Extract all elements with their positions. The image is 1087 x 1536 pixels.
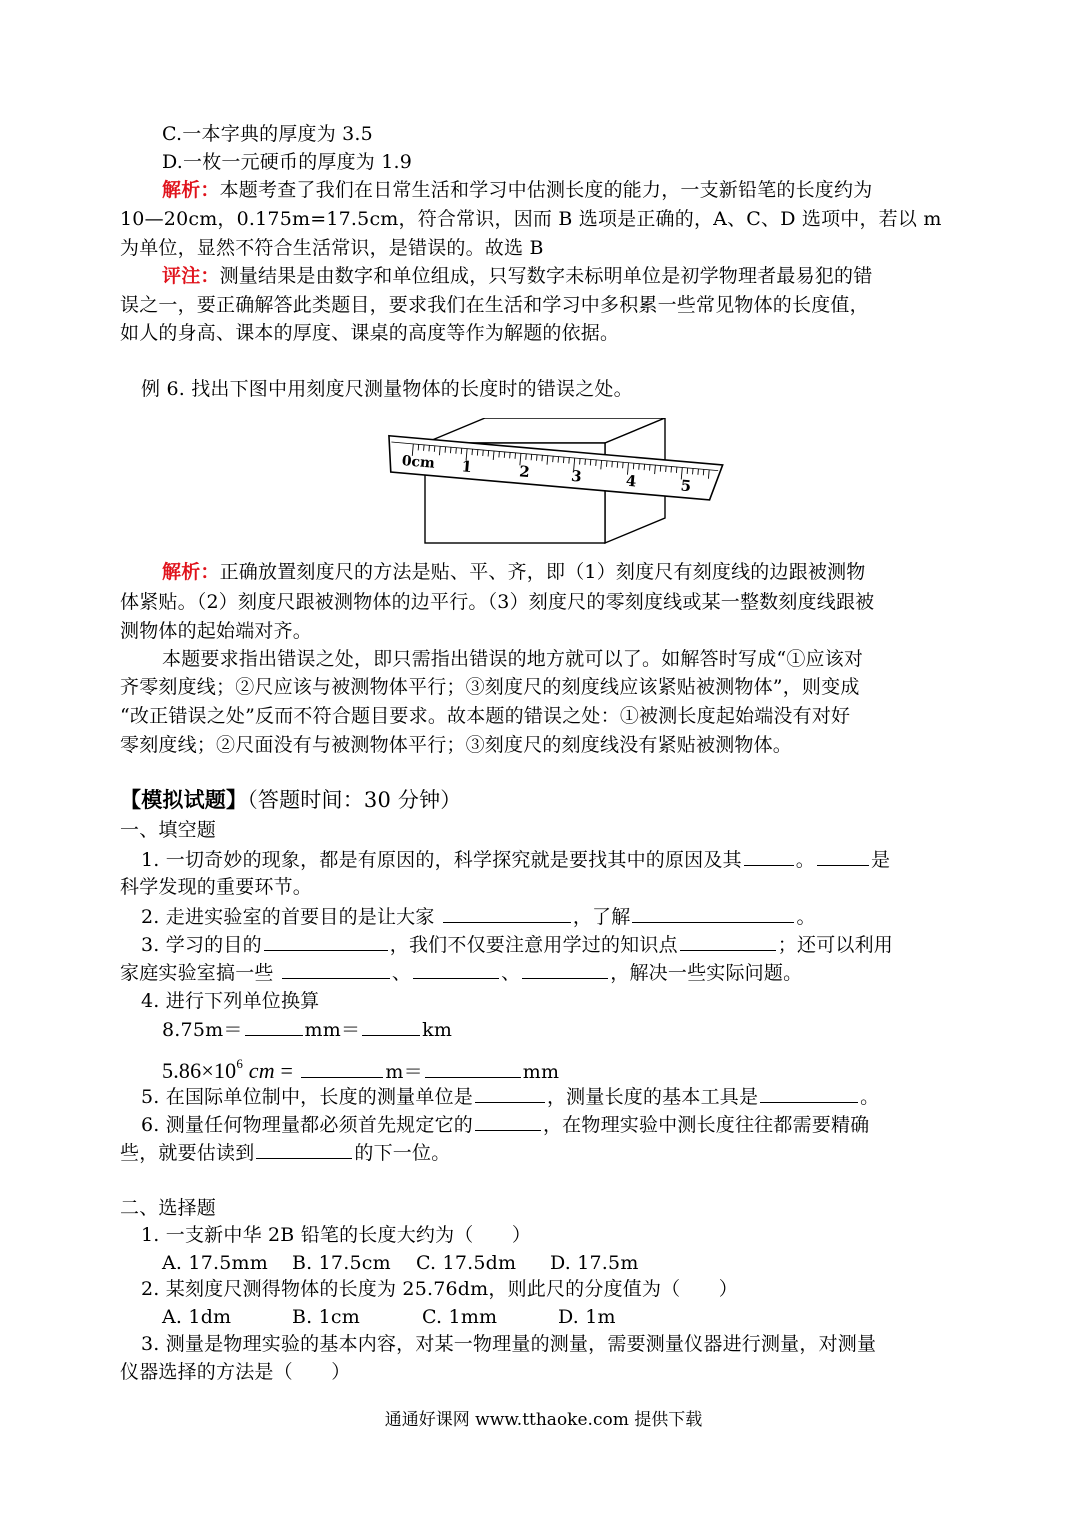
ruler-tick [424, 445, 425, 451]
ruler-tick [644, 464, 645, 470]
explanation-line: 零刻度线；②尺面没有与被测物体平行；③刻度尺的刻度线没有紧贴被测物体。 [120, 734, 793, 756]
analysis-text: 本题考查了我们在日常生活和学习中估测长度的能力，一支新铅笔的长度约为 [219, 179, 873, 201]
option-c[interactable]: C. 1mm [422, 1306, 498, 1328]
question-text: 5. 在国际单位制中，长度的测量单位是 [141, 1086, 473, 1108]
choice-question-3: 3. 测量是物理实验的基本内容，对某一物理量的测量，需要测量仪器进行测量，对测量 [141, 1333, 877, 1355]
ruler-tick-label-4: 4 [625, 471, 638, 491]
unit-conversion-2 [162, 1050, 1012, 1086]
answer-blank[interactable] [282, 958, 390, 979]
example-6-heading: 例 6. 找出下图中用刻度尺测量物体的长度时的错误之处。 [141, 378, 633, 400]
ruler-tick [418, 444, 419, 450]
answer-blank[interactable] [245, 1015, 303, 1036]
question-text: mm [522, 1061, 560, 1083]
option-c-line: C.一本字典的厚度为 3.5 [162, 123, 373, 145]
ruler-tick [477, 450, 478, 456]
ruler-tick [693, 468, 694, 474]
question-text: 。 [860, 1086, 880, 1108]
question-text: 是 [870, 849, 891, 871]
comment-label: 评注： [162, 265, 220, 287]
analysis-line: 为单位，显然不符合生活常识，是错误的。故选 B [120, 237, 544, 259]
question-text: m＝ [385, 1061, 423, 1083]
answer-blank[interactable] [680, 930, 776, 951]
comment-text: 测量结果是由数字和单位组成，只写数字未标明单位是初学物理者最易犯的错 [219, 265, 873, 287]
fill-question-3 [141, 930, 991, 959]
analysis-text: 正确放置刻度尺的方法是贴、平、齐，即（1）刻度尺有刻度线的边跟被测物 [219, 561, 866, 583]
question-text: 6. 测量任何物理量都必须首先规定它的 [141, 1114, 473, 1136]
question-text: 、 [391, 962, 412, 984]
ruler-tick [558, 457, 559, 463]
question-text: 1. 一切奇妙的现象，都是有原因的，科学探究就是要找其中的原因及其 [141, 849, 742, 871]
answer-blank[interactable] [475, 1082, 545, 1103]
answer-blank[interactable] [264, 930, 388, 951]
section-heading [120, 786, 970, 814]
ruler-measurement-figure [380, 418, 730, 548]
question-text: ；还可以利用 [777, 934, 893, 956]
math-expression [162, 1058, 293, 1083]
ruler-tick [488, 451, 489, 457]
section-subtitle: （答题时间：30 分钟） [247, 788, 462, 812]
ruler-tick [553, 456, 554, 462]
ruler-tick [639, 464, 640, 470]
ruler-tick [703, 469, 704, 475]
fill-in-heading: 一、填空题 [120, 819, 217, 841]
answer-blank[interactable] [443, 902, 571, 923]
answer-blank[interactable] [760, 1082, 858, 1103]
answer-blank[interactable] [817, 845, 869, 866]
fill-question-4: 4. 进行下列单位换算 [141, 990, 320, 1012]
math-equals: = [280, 1058, 294, 1083]
page-footer: 通通好课网 www.tthaoke.com 提供下载 [384, 1410, 703, 1430]
option-c[interactable]: C. 17.5dm [416, 1252, 517, 1274]
answer-blank[interactable] [475, 1110, 541, 1131]
ruler-tick [633, 463, 634, 469]
ruler-tick [434, 446, 435, 452]
ruler-tick [499, 451, 500, 457]
fill-question-3-cont [120, 958, 970, 987]
analysis-label: 解析： [162, 561, 220, 583]
ruler-tick [687, 468, 688, 474]
fill-question-6-cont [120, 1138, 970, 1167]
question-text: mm＝ [304, 1019, 361, 1041]
explanation-line: 本题要求指出错误之处，即只需指出错误的地方就可以了。如解答时写成“①应该对 [162, 648, 864, 670]
ruler-tick [580, 459, 581, 465]
option-d[interactable]: D. 1m [558, 1306, 616, 1328]
ruler-tick [649, 465, 650, 471]
choice-options-1 [162, 1249, 1012, 1277]
explanation-line: “改正错误之处”反而不符合题目要求。故本题的错误之处：①被测长度起始端没有对好 [120, 705, 851, 727]
question-text: 家庭实验室搞一些 [120, 962, 274, 984]
ruler-tick-label-2: 2 [518, 462, 531, 482]
analysis-line: 体紧贴。（2）刻度尺跟被测物体的边平行。（3）刻度尺的零刻度线或某一整数刻度线跟被 [120, 591, 875, 613]
answer-blank[interactable] [632, 902, 794, 923]
ruler-tick [461, 448, 462, 454]
choice-question-2: 2. 某刻度尺测得物体的长度为 25.76dm，则此尺的分度值为（ ） [141, 1278, 738, 1300]
question-text: ，测量长度的基本工具是 [546, 1086, 759, 1108]
choice-question-1: 1. 一支新中华 2B 铅笔的长度大约为（ ） [141, 1224, 532, 1246]
question-text: 、 [501, 962, 521, 984]
ruler-tick [526, 454, 527, 460]
question-text: ，解决一些实际问题。 [610, 962, 803, 984]
ruler-tick-label-5: 5 [679, 476, 692, 496]
answer-blank[interactable] [301, 1057, 383, 1078]
ruler-tick [671, 467, 672, 473]
fill-question-1 [141, 845, 991, 874]
ruler-tick [563, 457, 564, 463]
question-text: ，了解 [572, 906, 631, 928]
analysis-line: 测物体的起始端对齐。 [120, 620, 313, 642]
ruler-tick [542, 455, 543, 461]
answer-blank[interactable] [522, 958, 608, 979]
analysis-line: 10—20cm，0.175m=17.5cm，符合常识，因而 B 选项是正确的，A、C、D 选项中，若以 m [120, 208, 942, 230]
fill-question-2 [141, 902, 991, 931]
comment-paragraph [162, 262, 1012, 290]
analysis-paragraph-1 [162, 176, 1012, 204]
answer-blank[interactable] [413, 958, 499, 979]
question-text: 的下一位。 [354, 1142, 451, 1164]
fill-question-6 [141, 1110, 991, 1139]
ruler-tick-label-1: 1 [460, 457, 473, 477]
analysis-paragraph-2 [162, 558, 1012, 586]
answer-blank[interactable] [256, 1138, 352, 1159]
ruler-tick [660, 466, 661, 472]
question-text: ，我们不仅要注意用学过的知识点 [389, 934, 678, 956]
ruler-tick [676, 467, 677, 473]
ruler-tick [606, 461, 607, 467]
option-d-line: D.一枚一元硬币的厚度为 1.9 [162, 151, 413, 173]
option-d[interactable]: D. 17.5m [550, 1252, 639, 1274]
ruler-tick [596, 460, 597, 466]
option-b[interactable]: B. 1cm [292, 1306, 360, 1328]
question-text: 些，就要估读到 [120, 1142, 255, 1164]
ruler-tick [504, 452, 505, 458]
math-number: 10 [213, 1058, 237, 1083]
choice-options-2 [162, 1303, 1012, 1331]
ruler-tick [537, 455, 538, 461]
ruler-tick [590, 459, 591, 465]
explanation-line: 齐零刻度线；②尺应该与被测物体平行；③刻度尺的刻度线应该紧贴被测物体”，则变成 [120, 676, 860, 698]
ruler-tick [666, 466, 667, 472]
ruler-tick-label-3: 3 [570, 466, 583, 486]
ruler-tick [585, 459, 586, 465]
ruler-tick [617, 462, 618, 468]
ruler-tick [531, 454, 532, 460]
ruler-tick [450, 447, 451, 453]
ruler-tick [698, 469, 699, 475]
ruler-tick [456, 448, 457, 454]
ruler-tick [429, 445, 430, 451]
analysis-label: 解析： [162, 179, 220, 201]
answer-blank[interactable] [362, 1015, 420, 1036]
question-text: km [422, 1019, 453, 1041]
question-text: ，在物理实验中测长度往往都需要精确 [542, 1114, 870, 1136]
section-title: 【模拟试题】 [120, 787, 248, 812]
comment-line: 误之一，要正确解答此类题目，要求我们在生活和学习中多积累一些常见物体的长度值， [120, 294, 869, 316]
option-a[interactable]: A. 1dm [162, 1306, 232, 1328]
question-text: 。 [796, 906, 816, 928]
ruler-tick [510, 452, 511, 458]
option-a[interactable]: A. 17.5mm [162, 1252, 268, 1274]
question-text: 。 [795, 849, 815, 871]
question-text: 3. 学习的目的 [141, 934, 262, 956]
ruler-tick [569, 458, 570, 464]
ruler-zero-label: 0cm [401, 453, 436, 472]
ruler-tick [612, 461, 613, 467]
option-b[interactable]: B. 17.5cm [292, 1252, 391, 1274]
math-times: × [201, 1058, 214, 1083]
ruler-tick [445, 447, 446, 453]
question-text: 科学发现的重要环节。 [120, 876, 313, 898]
math-number: 5.86 [162, 1058, 202, 1083]
math-exponent: 6 [236, 1056, 244, 1071]
ruler-tick [483, 450, 484, 456]
comment-line: 如人的身高、课本的厚度、课桌的高度等作为解题的依据。 [120, 322, 620, 344]
answer-blank[interactable] [425, 1057, 521, 1078]
question-text: 2. 走进实验室的首要目的是让大家 [141, 906, 435, 928]
ruler-tick [515, 453, 516, 459]
choice-question-3-cont: 仪器选择的方法是（ ） [120, 1361, 351, 1383]
answer-blank[interactable] [744, 845, 794, 866]
fill-question-5 [141, 1082, 991, 1111]
choice-heading: 二、选择题 [120, 1197, 217, 1219]
ruler-tick [623, 462, 624, 468]
math-unit: cm [248, 1058, 275, 1083]
unit-conversion-1 [162, 1015, 1012, 1044]
ruler-tick [472, 449, 473, 455]
question-text: 8.75m＝ [162, 1019, 243, 1041]
